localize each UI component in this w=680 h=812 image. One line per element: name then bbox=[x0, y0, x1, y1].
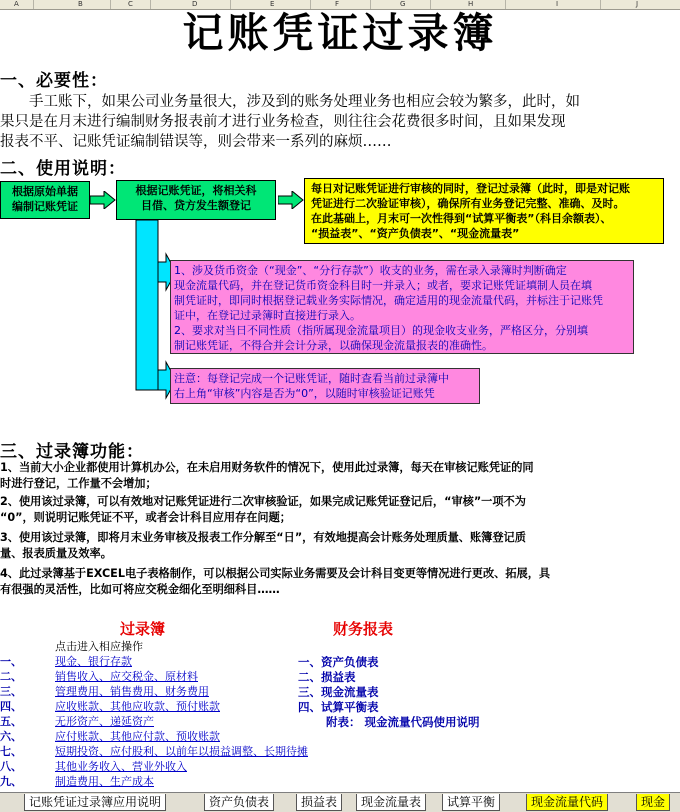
ledger-number-1: 一、 bbox=[0, 655, 22, 668]
currency-note-line-4: 证中，在登记过录簿时直接进行录入。 bbox=[174, 309, 361, 322]
ledger-number-9: 九、 bbox=[0, 775, 22, 788]
reports-links-heading: 财务报表 bbox=[333, 620, 394, 638]
currency-note-line-2: 现金流量代码，并在登记货币资金科目时一并录入；或者，要求记账凭证填制人员在填 bbox=[174, 279, 592, 292]
column-d-header[interactable]: D bbox=[192, 0, 198, 8]
ledger-link-intangibles[interactable]: 无形资产、递延资产 bbox=[55, 715, 154, 728]
audit-note-line-2: 右上角“审核”内容是否为“0”，以随时审核验证记账凭 bbox=[174, 387, 435, 400]
audit-note-box bbox=[170, 368, 480, 404]
currency-note-line-6: 制记账凭证，不得合并会计分录，以确保现金流量报表的准确性。 bbox=[174, 339, 493, 352]
currency-note-line-1: 1、涉及货币资金（“现金”、“分行存款”）收支的业务，需在录入录簿时判断确定 bbox=[174, 264, 567, 277]
flow-step-3-line-3: 在此基础上，月末可一次性得到“试算平衡表”（科目余额表）、 bbox=[311, 212, 612, 225]
tab-cashflow-codes[interactable]: 现金流量代码 bbox=[526, 794, 608, 811]
flow-arrow-1-icon bbox=[90, 191, 116, 209]
flow-step-1-line-1: 根据原始单据 bbox=[12, 185, 78, 198]
function-line-4: “0”，则说明记账凭证不平，或者会计科目应用存在问题； bbox=[0, 511, 291, 524]
column-a-header[interactable]: A bbox=[14, 0, 19, 8]
flow-step-2-box bbox=[116, 180, 276, 220]
sheet-tab-bar bbox=[0, 792, 680, 812]
ledger-number-4: 四、 bbox=[0, 700, 22, 713]
ledger-link-payables[interactable]: 应付账款、其他应付款、预收账款 bbox=[55, 730, 220, 743]
function-line-3: 2、使用该过录簿，可以有效地对记账凭证进行二次审核验证，如果完成记账凭证登记后，“审核”一项不为 bbox=[0, 495, 526, 508]
ledger-number-6: 六、 bbox=[0, 730, 22, 743]
ledger-number-8: 八、 bbox=[0, 760, 22, 773]
ledger-link-manufacturing[interactable]: 制造费用、生产成本 bbox=[55, 775, 154, 788]
column-e-header[interactable]: E bbox=[270, 0, 275, 8]
column-b-header[interactable]: B bbox=[78, 0, 83, 8]
ledger-number-2: 二、 bbox=[0, 670, 22, 683]
ledger-number-3: 三、 bbox=[0, 685, 22, 698]
column-f-header[interactable]: F bbox=[335, 0, 340, 8]
function-line-6: 量、报表质量及效率。 bbox=[0, 547, 112, 560]
function-line-5: 3、使用该过录簿，即将月末业务审核及报表工作分解至“日”，有效地提高会计账务处理质量、账簿登记质 bbox=[0, 531, 526, 544]
function-line-7: 4、此过录簿基于EXCEL电子表格制作，可以根据公司实际业务需要及会计科目变更等情况进行更改、拓展，具 bbox=[0, 567, 551, 580]
flow-step-2-line-1: 根据记账凭证，将相关科 bbox=[135, 184, 257, 197]
ledger-links-heading: 过录簿 bbox=[120, 620, 166, 638]
flow-step-1-box bbox=[0, 181, 90, 219]
tab-cash[interactable]: 现金 bbox=[636, 794, 670, 811]
ledger-number-7: 七、 bbox=[0, 745, 22, 758]
ledger-number-5: 五、 bbox=[0, 715, 22, 728]
currency-note-line-5: 2、要求对当日不同性质（指所属现金流量项目）的现金收支业务，严格区分，分别填 bbox=[174, 324, 588, 337]
flow-step-3-line-2: 凭证进行二次验证审核），确保所有业务登记完整、准确、及时。 bbox=[311, 197, 625, 210]
column-g-header[interactable]: G bbox=[400, 0, 406, 8]
flow-step-3-line-4: “损益表”、“资产负债表”、“现金流量表” bbox=[311, 227, 520, 240]
tab-balance-sheet[interactable]: 资产负债表 bbox=[204, 794, 274, 811]
column-i-header[interactable]: I bbox=[556, 0, 559, 8]
function-line-8: 有很强的灵活性，比如可将应交税金细化至明细科目…… bbox=[0, 583, 280, 596]
flow-step-3-box bbox=[304, 178, 664, 244]
links-hint: 点击进入相应操作 bbox=[55, 640, 143, 653]
function-line-2: 时进行登记，工作量不会增加； bbox=[0, 477, 157, 490]
currency-note-box bbox=[170, 260, 634, 354]
report-link-cash-flow[interactable]: 三、现金流量表 bbox=[298, 685, 379, 699]
ledger-link-expenses[interactable]: 管理费用、销售费用、财务费用 bbox=[55, 685, 209, 698]
column-c-header[interactable]: C bbox=[128, 0, 133, 8]
ledger-link-investments[interactable]: 短期投资、应付股利、以前年以损益调整、长期待摊 bbox=[55, 745, 308, 758]
section-functions-heading: 三、过录簿功能： bbox=[0, 442, 144, 462]
tab-cash-flow[interactable]: 现金流量表 bbox=[356, 794, 426, 811]
column-j-header[interactable]: J bbox=[636, 0, 639, 8]
ledger-link-receivables[interactable]: 应收账款、其他应收款、预付账款 bbox=[55, 700, 220, 713]
report-link-cashflow-codes[interactable]: 附表： 现金流量代码使用说明 bbox=[326, 715, 480, 729]
tab-income-statement[interactable]: 损益表 bbox=[296, 794, 342, 811]
tab-trial-balance[interactable]: 试算平衡 bbox=[442, 794, 500, 811]
ledger-link-sales-tax[interactable]: 销售收入、应交税金、原材料 bbox=[55, 670, 198, 683]
ledger-link-cash-bank[interactable]: 现金、银行存款 bbox=[55, 655, 132, 668]
flow-arrow-2-icon bbox=[278, 191, 304, 209]
necessity-line-3: 报表不平、记账凭证编制错误等，则会带来一系列的麻烦…… bbox=[0, 134, 392, 150]
flow-step-3-line-1: 每日对记账凭证进行审核的同时，登记过录簿（此时，即是对记账 bbox=[311, 182, 630, 195]
tab-ledger-instructions[interactable]: 记账凭证过录簿应用说明 bbox=[24, 794, 166, 811]
currency-note-line-3: 制凭证时，即同时根据登记载业务实际情况，确定适用的现金流量代码，并标注于记账凭 bbox=[174, 294, 603, 307]
report-link-income-statement[interactable]: 二、损益表 bbox=[298, 670, 356, 684]
audit-note-line-1: 注意：每登记完成一个记账凭证，随时查看当前过录簿中 bbox=[174, 372, 449, 385]
column-h-header[interactable]: H bbox=[468, 0, 474, 8]
necessity-line-1: 手工账下，如果公司业务量很大，涉及到的账务处理业务也相应会较为繁多，此时，如 bbox=[0, 94, 580, 110]
report-link-trial-balance[interactable]: 四、试算平衡表 bbox=[298, 700, 379, 714]
flow-step-2-line-2: 目借、贷方发生额登记 bbox=[141, 199, 251, 212]
ledger-link-other-income[interactable]: 其他业务收入、营业外收入 bbox=[55, 760, 187, 773]
page-title: 记账凭证过录簿 bbox=[182, 9, 498, 57]
function-line-1: 1、当前大小企业都使用计算机办公，在未启用财务软件的情况下，使用此过录簿，每天在审核记账凭证的同 bbox=[0, 461, 534, 474]
necessity-line-2: 果只是在月末进行编制财务报表前才进行业务检查，则往往会花费很多时间，且如果发现 bbox=[0, 114, 566, 130]
section-necessity-heading: 一、必要性： bbox=[0, 71, 108, 91]
flow-connector-icon bbox=[118, 220, 178, 406]
section-instructions-heading: 二、使用说明： bbox=[0, 159, 126, 179]
flow-step-1-line-2: 编制记账凭证 bbox=[12, 200, 78, 213]
report-link-balance-sheet[interactable]: 一、资产负债表 bbox=[298, 655, 379, 669]
